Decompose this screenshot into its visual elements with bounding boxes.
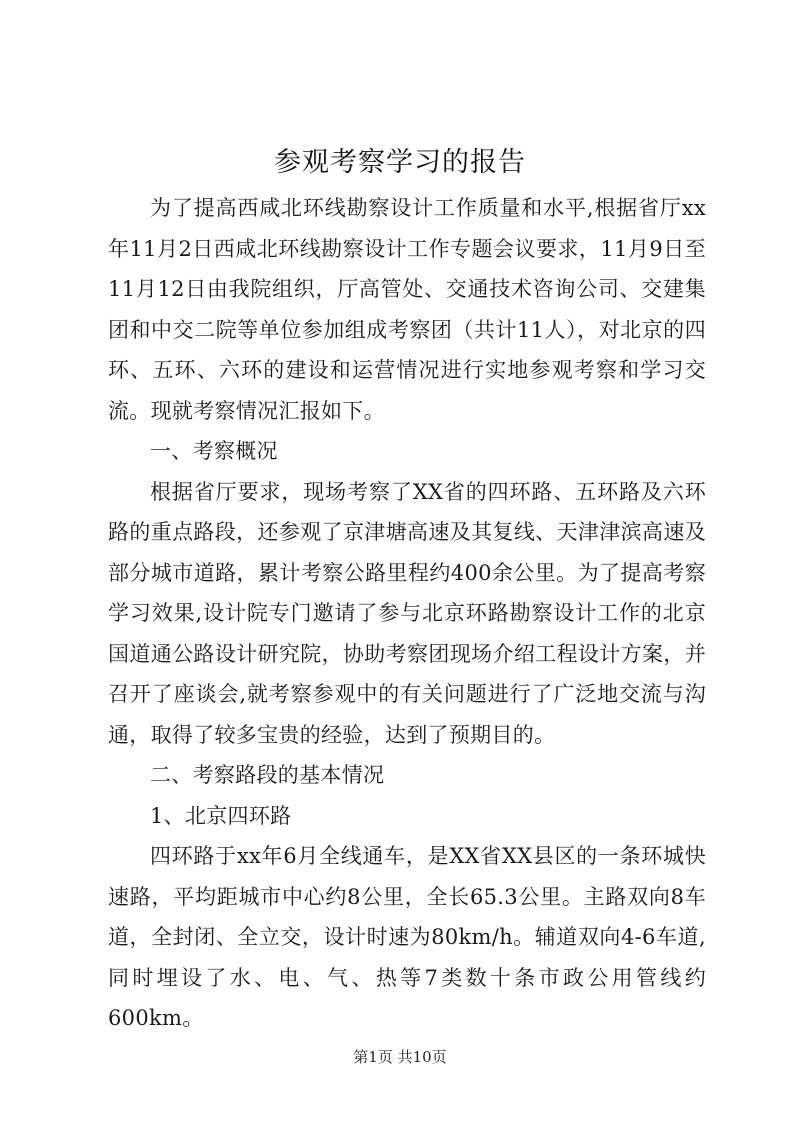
paragraph-intro: 为了提高西咸北环线勘察设计工作质量和水平,根据省厅xx年11月2日西咸北环线勘察设计工作专题会议要求，11月9日至11月12日由我院组织，厅高管处、交通技术咨询公司、交建集团和中交二院等单位参加组成考察团（共计11人），对北京的四环、五环、六环的建设和运营情况进行实地参观考察和学习交流。现就考察情况汇报如下。 (108, 196, 706, 423)
section-heading-road-segments: 二、考察路段的基本情况 (150, 763, 385, 787)
document-body (108, 188, 706, 1039)
subsection-heading-fourth-ring: 1、北京四环路 (150, 803, 292, 828)
document-title: 参观考察学习的报告 (274, 147, 526, 178)
page-number-footer: 第1页 共10页 (353, 1048, 447, 1066)
paragraph-fourth-ring: 四环路于xx年6月全线通车，是XX省XX县区的一条环城快速路，平均距城市中心约8公里，全长65.3公里。主路双向8车道，全封闭、全立交，设计时速为80km/h。辅道双向4-6车道,同时埋设了水、电、气、热等7类数十条市政公用管线约600km。 (108, 844, 706, 1030)
paragraph-overview: 根据省厅要求，现场考察了XX省的四环路、五环路及六环路的重点路段，还参观了京津塘高速及其复线、天津津滨高速及部分城市道路，累计考察公路里程约400余公里。为了提高考察学习效果,设计院专门邀请了参与北京环路勘察设计工作的北京国道通公路设计研究院，协助考察团现场介绍工程设计方案，并召开了座谈会,就考察参观中的有关问题进行了广泛地交流与沟通，取得了较多宝贵的经验，达到了预期目的。 (108, 479, 706, 747)
section-heading-overview: 一、考察概况 (150, 439, 278, 463)
